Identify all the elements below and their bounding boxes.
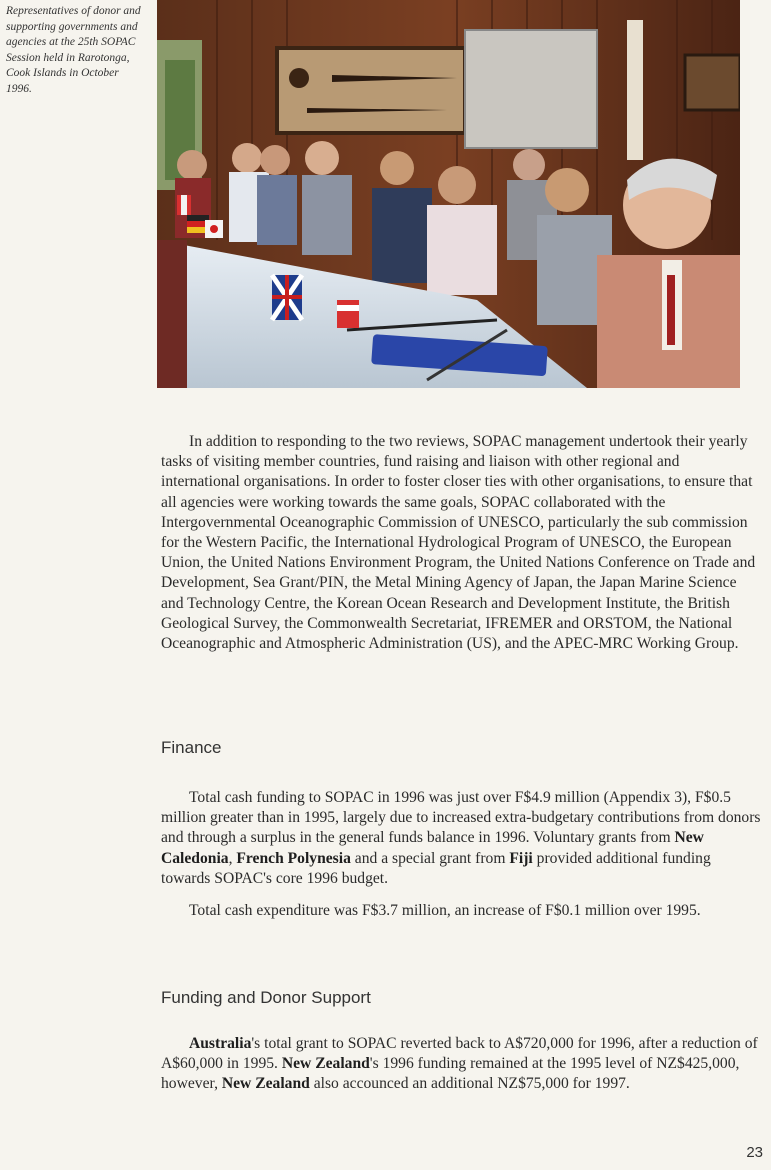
page-number: 23	[746, 1144, 763, 1161]
finance-paragraph-2: Total cash expenditure was F$3.7 million, an increase of F$0.1 million over 1995.	[189, 902, 701, 920]
finance-section	[161, 788, 761, 921]
photo-caption: Representatives of donor and supporting governments and agencies at the 25th SOPAC Session held in Rarotonga, Cook Islands in October 1996.	[6, 5, 141, 95]
donor-paragraph: Australia's total grant to SOPAC reverted back to A$720,000 for 1996, after a reduction of A$60,000 in 1995. New Zealand's 1996 funding remained at the 1995 level of NZ$425,000, however, New Zealand also accounced an additional NZ$75,000 for 1997.	[161, 1035, 758, 1093]
meeting-photo	[157, 0, 740, 388]
finance-heading: Finance	[161, 738, 222, 757]
donor-section	[161, 1034, 761, 1095]
intro-paragraph: In addition to responding to the two reviews, SOPAC management undertook their yearly tasks of visiting member countries, fund raising and liaison with other regional and international organisations. In order to foster closer ties with other organisations, to ensure that all agencies were working towards the same goals, SOPAC collaborated with the Intergovernmental Oceanographic Commission of UNESCO, particularly the sub commission for the Western Pacific, the International Hydrological Program of UNESCO, the European Union, the United Nations Environment Program, the United Nations Conference on Trade and Development, Sea Grant/PIN, the Metal Mining Agency of Japan, the Japan Marine Science and Technology Centre, the Korean Ocean Research and Development Institute, the British Geological Survey, the Commonwealth Secretariat, IFREMER and ORSTOM, the National Oceanographic and Atmospheric Administration (US), and the APEC-MRC Working Group.	[161, 433, 756, 653]
finance-paragraph-1: Total cash funding to SOPAC in 1996 was just over F$4.9 million (Appendix 3), F$0.5 million greater than in 1995, largely due to increased extra-budgetary contributions from donors and through a surplus in the general funds balance in 1996. Voluntary grants from New Caledonia, French Polynesia and a special grant from Fiji provided additional funding towards SOPAC's core 1996 budget.	[161, 789, 761, 887]
intro-section	[161, 432, 761, 654]
donor-heading: Funding and Donor Support	[161, 988, 371, 1007]
